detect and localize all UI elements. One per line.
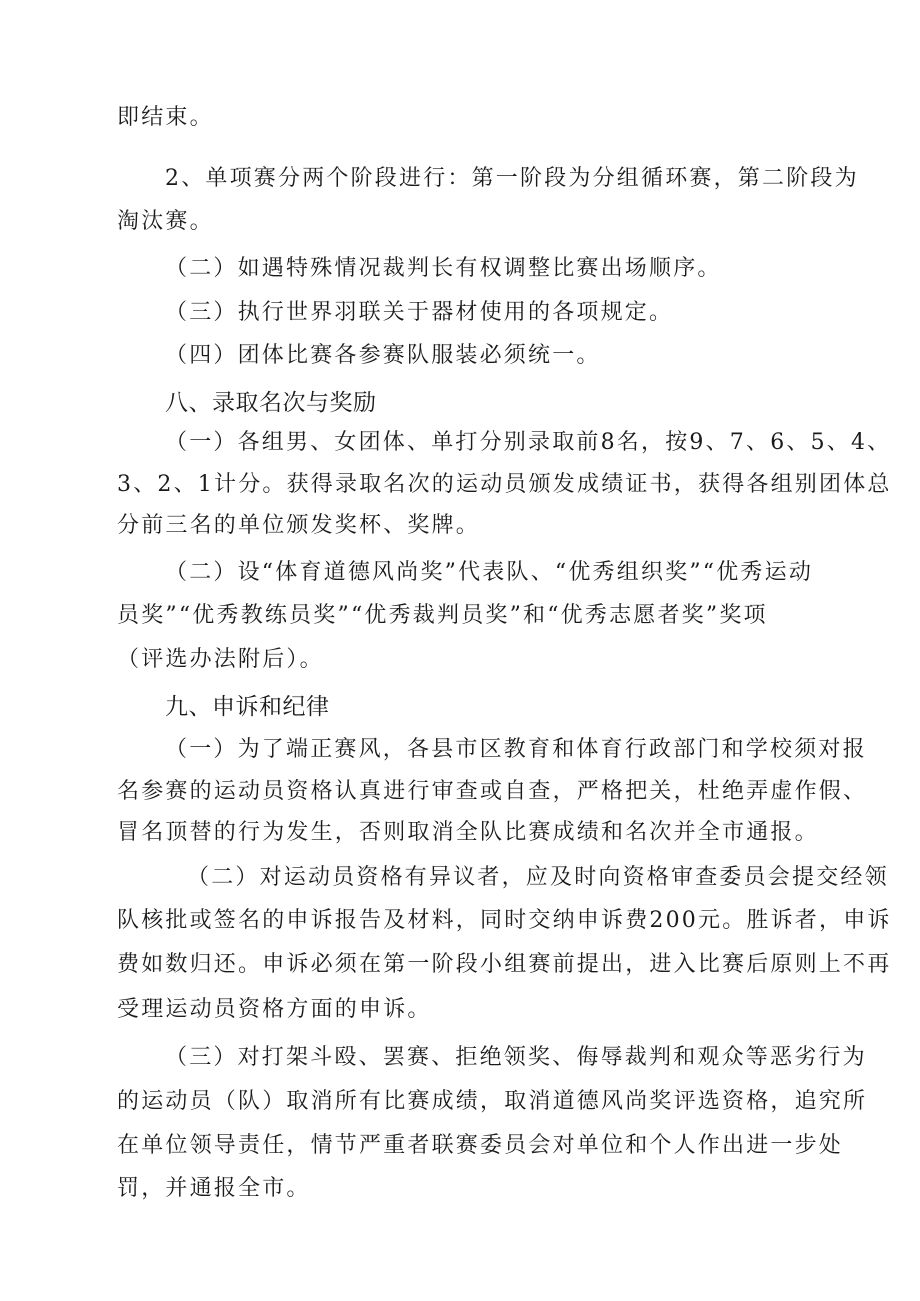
- text-line: 的运动员（队）取消所有比赛成绩，取消道德风尚奖评选资格，追究所: [117, 1089, 868, 1114]
- text-line: 淘汰赛。: [117, 209, 214, 234]
- text-line: （二）设“体育道德风尚奖”代表队、“优秀组织奖”“优秀运动: [165, 560, 814, 585]
- text-line: 即结束。: [117, 105, 214, 130]
- text-line: 冒名顶替的行为发生，否则取消全队比赛成绩和名次并全市通报。: [117, 820, 819, 845]
- text-line: （四）团体比赛各参赛队服装必须统一。: [165, 343, 601, 368]
- section-heading: 八、录取名次与奖励: [165, 390, 377, 416]
- text-line: （二）对运动员资格有异议者，应及时向资格审查委员会提交经领: [187, 865, 889, 890]
- text-line: （一）各组男、女团体、单打分别录取前8名，按9、7、6、5、4、: [165, 430, 892, 455]
- text-line: 分前三名的单位颁发奖杯、奖牌。: [117, 513, 481, 538]
- text-line: 费如数归还。申诉必须在第一阶段小组赛前提出，进入比赛后原则上不再: [117, 952, 892, 977]
- text-line: 在单位领导责任，情节严重者联赛委员会对单位和个人作出进一步处: [117, 1133, 844, 1158]
- text-line: 3、2、1计分。获得录取名次的运动员颁发成绩证书，获得各组别团体总: [117, 472, 892, 497]
- text-line: （三）对打架斗殴、罢赛、拒绝领奖、侮辱裁判和观众等恶劣行为: [165, 1045, 867, 1070]
- text-line: 受理运动员资格方面的申诉。: [117, 997, 432, 1022]
- text-line: 2、单项赛分两个阶段进行：第一阶段为分组循环赛，第二阶段为: [165, 166, 859, 191]
- text-line: 名参赛的运动员资格认真进行审查或自查，严格把关，杜绝弄虚作假、: [117, 779, 868, 804]
- text-line: 罚，并通报全市。: [117, 1176, 311, 1201]
- text-line: 队核批或签名的申诉报告及材料，同时交纳申诉费200元。胜诉者，申诉: [117, 908, 892, 933]
- text-line: （一）为了端正赛风，各县市区教育和体育行政部门和学校须对报: [165, 737, 867, 762]
- text-line: （二）如遇特殊情况裁判长有权调整比赛出场顺序。: [165, 256, 722, 281]
- section-heading: 九、申诉和纪律: [165, 694, 330, 720]
- text-line: （三）执行世界羽联关于器材使用的各项规定。: [165, 300, 674, 325]
- text-line: （评选办法附后）。: [117, 647, 324, 672]
- text-line: 员奖”“优秀教练员奖”“优秀裁判员奖”和“优秀志愿者奖”奖项: [117, 603, 768, 628]
